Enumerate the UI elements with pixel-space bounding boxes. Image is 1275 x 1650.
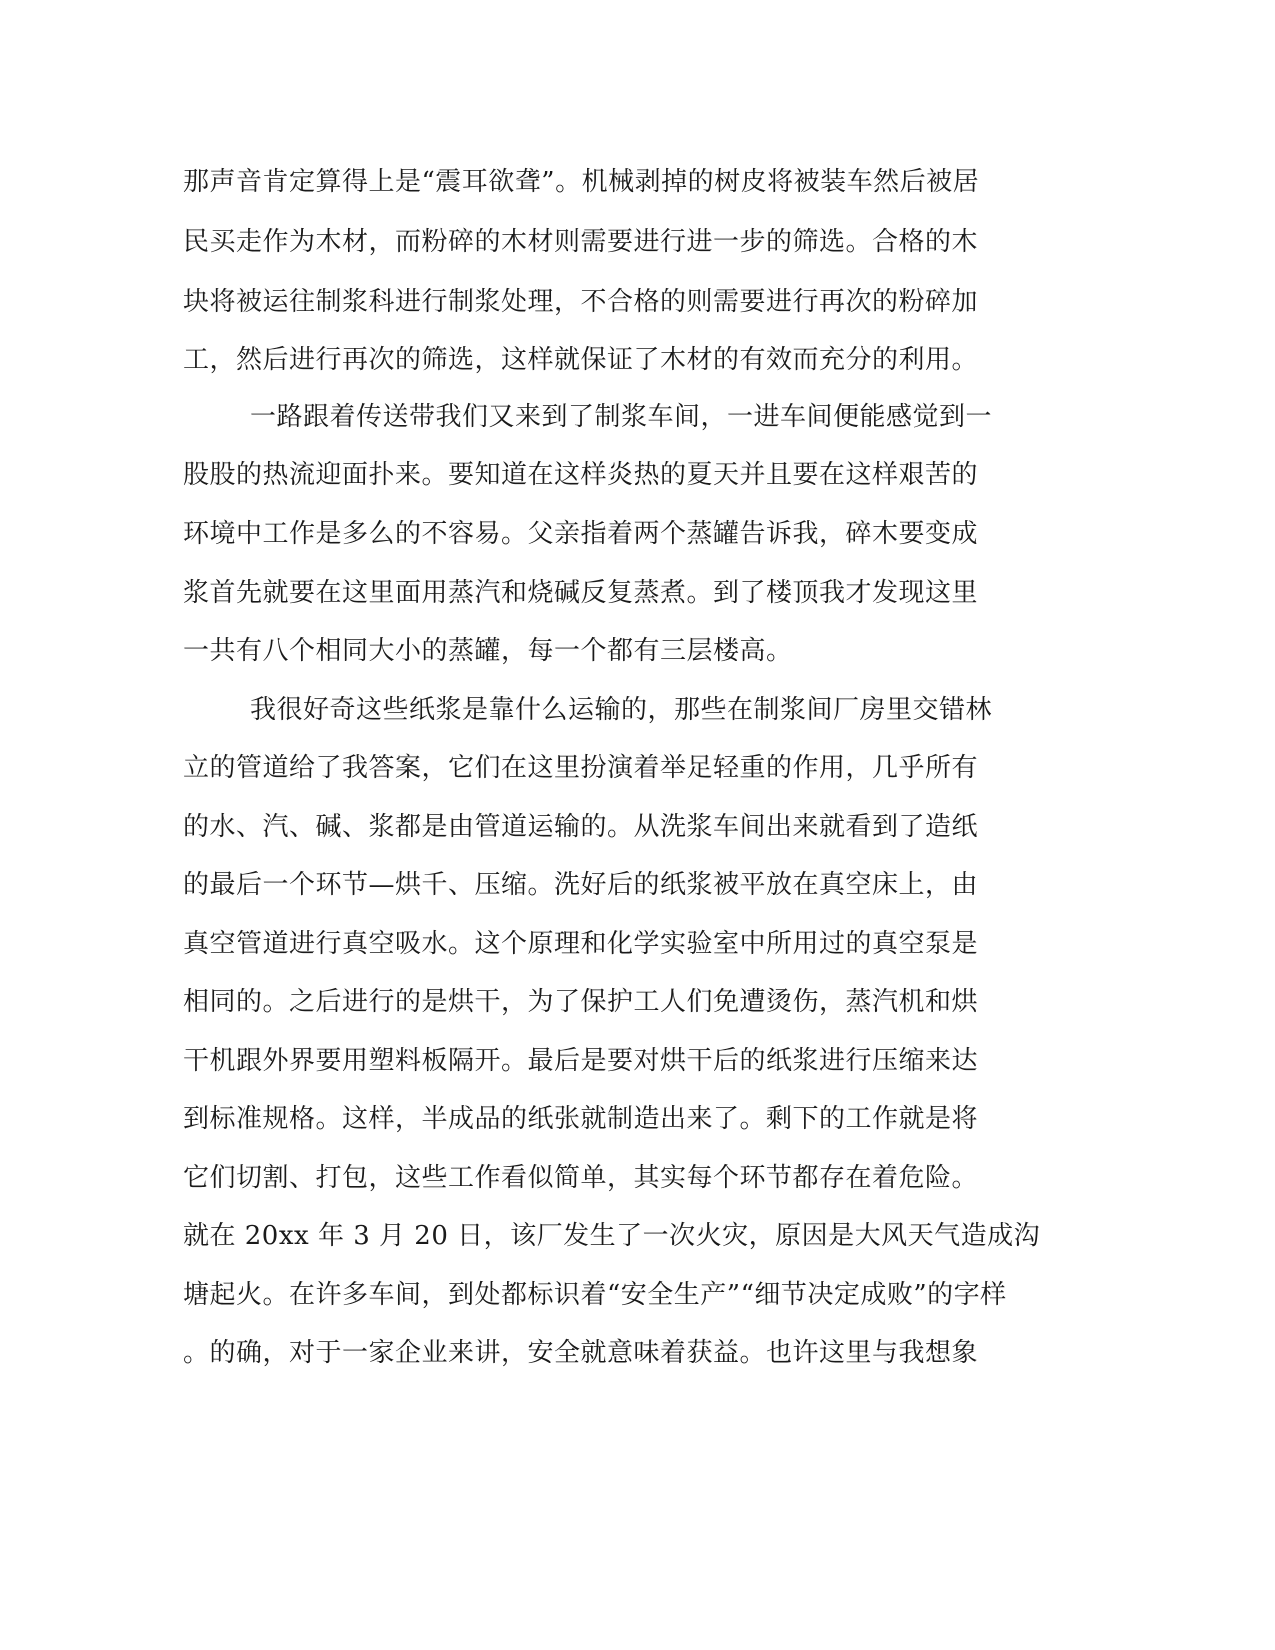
text-line: 民买走作为木材，而粉碎的木材则需要进行进一步的筛选。合格的木 [183, 227, 979, 257]
text-line: 立的管道给了我答案，它们在这里扮演着举足轻重的作用，几乎所有 [183, 753, 979, 783]
text-line: 环境中工作是多么的不容易。父亲指着两个蒸罐告诉我，碎木要变成 [183, 519, 979, 549]
text-line: 的最后一个环节—烘千、压缩。洗好后的纸浆被平放在真空床上，由 [183, 870, 979, 900]
text-line: 的水、汽、碱、浆都是由管道运输的。从洗浆车间出来就看到了造纸 [183, 812, 979, 842]
text-line: 浆首先就要在这里面用蒸汽和烧碱反复蒸煮。到了楼顶我才发现这里 [183, 578, 979, 608]
text-line: 干机跟外界要用塑料板隔开。最后是要对烘干后的纸浆进行压缩来达 [183, 1046, 979, 1076]
text-line: 相同的。之后进行的是烘干，为了保护工人们免遭烫伤，蒸汽机和烘 [183, 987, 979, 1017]
text-line: 股股的热流迎面扑来。要知道在这样炎热的夏天并且要在这样艰苦的 [183, 460, 979, 490]
text-line: 一路跟着传送带我们又来到了制浆车间，一进车间便能感觉到一 [250, 402, 993, 432]
text-line: 它们切割、打包，这些工作看似简单，其实每个环节都存在着危险。 [183, 1163, 979, 1193]
text-line: 塘起火。在许多车间，到处都标识着“安全生产”“细节决定成败”的字样 [183, 1280, 1007, 1310]
text-line: 真空管道进行真空吸水。这个原理和化学实验室中所用过的真空泵是 [183, 929, 979, 959]
text-line: 就在 20xx 年 3 月 20 日，该厂发生了一次火灾，原因是大风天气造成沟 [183, 1221, 1041, 1251]
text-line: 那声音肯定算得上是“震耳欲聋”。机械剥掉的树皮将被装车然后被居 [183, 167, 980, 197]
text-line: 我很好奇这些纸浆是靠什么运输的，那些在制浆间厂房里交错林 [250, 695, 993, 725]
text-line: 块将被运往制浆科进行制浆处理，不合格的则需要进行再次的粉碎加 [183, 287, 979, 317]
text-line: 到标准规格。这样，半成品的纸张就制造出来了。剩下的工作就是将 [183, 1104, 979, 1134]
text-line: 一共有八个相同大小的蒸罐，每一个都有三层楼高。 [183, 636, 793, 666]
text-line: 工，然后进行再次的筛选，这样就保证了木材的有效而充分的利用。 [183, 345, 979, 375]
text-line: 。的确，对于一家企业来讲，安全就意味着获益。也许这里与我想象 [183, 1338, 979, 1368]
